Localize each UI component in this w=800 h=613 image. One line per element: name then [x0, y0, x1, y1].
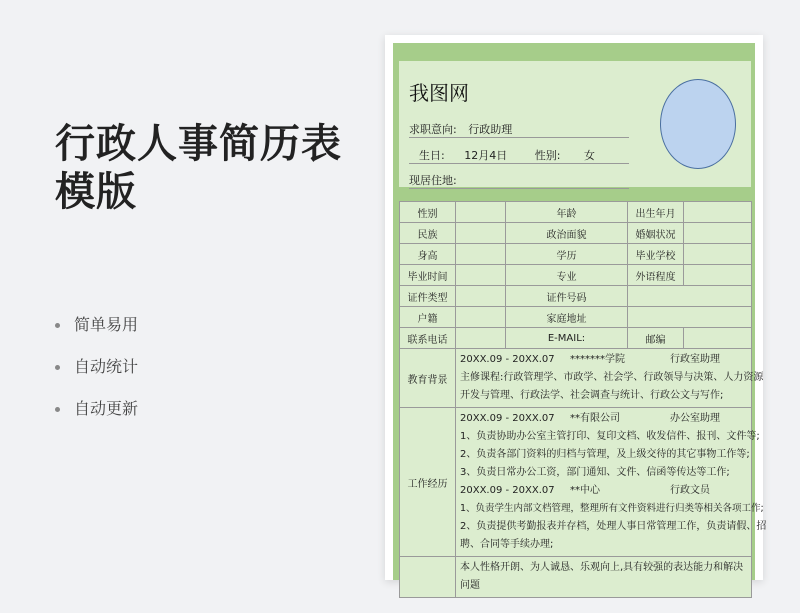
- work-duty: 2、负责各部门资料的归档与管理，及上级交待的其它事物工作等;: [460, 449, 750, 460]
- field-foreign-lang: 外语程度: [628, 265, 684, 286]
- work-duty: 1、负责学生内部文档管理，整理所有文件资料进行归类等相关各项工作;: [460, 503, 764, 514]
- table-row: [400, 307, 752, 328]
- bullet-icon: [55, 407, 60, 412]
- birthday-label: 生日:: [419, 149, 445, 162]
- resume-table: [399, 201, 767, 598]
- field-major: 专业: [506, 265, 628, 286]
- address-label: 现居住地:: [409, 174, 457, 187]
- field-id-type: 证件类型: [400, 286, 456, 307]
- table-row: [400, 265, 752, 286]
- value-cell: [456, 244, 506, 265]
- value-cell: [456, 223, 506, 244]
- value-cell: [456, 307, 506, 328]
- field-education: 学历: [506, 244, 628, 265]
- value-cell: [684, 328, 752, 349]
- work-entry: 20XX.09 - 20XX.07 **有限公司 办公室助理: [460, 413, 720, 424]
- value-cell: [684, 265, 752, 286]
- self-eval-label: [400, 557, 456, 598]
- table-row: [400, 202, 752, 223]
- field-birth-year: 出生年月: [628, 202, 684, 223]
- field-hukou: 户籍: [400, 307, 456, 328]
- intent-value: 行政助理: [468, 123, 513, 136]
- work-duty: 2、负责提供考勤报表并存档，处理人事日常管理工作，负责请假、招: [460, 521, 767, 532]
- value-cell: [684, 244, 752, 265]
- resume-sheet: [393, 43, 767, 591]
- feature-item: 简单易用: [55, 312, 138, 354]
- field-id-number: 证件号码: [506, 286, 628, 307]
- value-cell: [628, 307, 752, 328]
- education-content: [456, 349, 764, 408]
- resume-name: 我图网: [409, 81, 469, 105]
- table-row-education: [400, 349, 752, 408]
- field-ethnicity: 民族: [400, 223, 456, 244]
- field-phone: 联系电话: [400, 328, 456, 349]
- education-courses: 开发与管理、行政法学、社会调查与统计、行政公文与写作;: [460, 390, 724, 401]
- bullet-icon: [55, 365, 60, 370]
- table-row: [400, 223, 752, 244]
- work-duty: 3、负责日常办公工资，部门通知、文件、信函等传达等工作;: [460, 467, 730, 478]
- field-height: 身高: [400, 244, 456, 265]
- work-duty: 聘、合同等手续办理;: [460, 539, 554, 550]
- education-entry: 20XX.09 - 20XX.07 *******学院 行政室助理: [460, 354, 720, 365]
- feature-item: 自动更新: [55, 396, 138, 438]
- value-cell: [456, 265, 506, 286]
- page-title: [55, 120, 342, 216]
- table-row: [400, 328, 752, 349]
- table-row-work: [400, 408, 752, 557]
- table-row: [400, 244, 752, 265]
- value-cell: [456, 286, 506, 307]
- table-row-self-eval: [400, 557, 752, 598]
- education-courses: 主修课程:行政管理学、市政学、社会学、行政领导与决策、人力资源: [460, 372, 764, 383]
- self-eval-content: 本人性格开朗、为人诚恳、乐观向上,具有较强的表达能力和解决问题: [456, 557, 752, 598]
- feature-list: [55, 312, 138, 438]
- value-cell: [684, 202, 752, 223]
- intent-label: 求职意向:: [409, 123, 457, 136]
- value-cell: [456, 202, 506, 223]
- address-line: [409, 172, 629, 189]
- field-grad-time: 毕业时间: [400, 265, 456, 286]
- bullet-icon: [55, 323, 60, 328]
- resume-header: [399, 61, 751, 187]
- title-line-2: 模版: [55, 169, 137, 215]
- work-entry: 20XX.09 - 20XX.07 **中心 行政文员: [460, 485, 710, 496]
- field-home-address: 家庭地址: [506, 307, 628, 328]
- birthday-line: [409, 147, 629, 164]
- table-row: [400, 286, 752, 307]
- field-postcode: 邮编: [628, 328, 684, 349]
- gender-label: 性别:: [534, 149, 561, 162]
- intent-line: [409, 121, 629, 138]
- work-content: [456, 408, 767, 557]
- gender-value: 女: [583, 149, 595, 162]
- field-political: 政治面貌: [506, 223, 628, 244]
- field-age: 年龄: [506, 202, 628, 223]
- resume-preview: [385, 35, 767, 591]
- work-label: 工作经历: [400, 408, 456, 557]
- field-school: 毕业学校: [628, 244, 684, 265]
- value-cell: [456, 328, 506, 349]
- feature-item: 自动统计: [55, 354, 138, 396]
- field-gender: 性别: [400, 202, 456, 223]
- value-cell: [628, 286, 752, 307]
- field-email: E-MAIL:: [506, 328, 628, 349]
- work-duty: 1、负责协助办公室主管打印、复印文档、收发信件、报刊、文件等;: [460, 431, 760, 442]
- birthday-value: 12月4日: [464, 149, 508, 162]
- field-marital: 婚姻状况: [628, 223, 684, 244]
- photo-placeholder: [660, 79, 736, 169]
- education-label: 教育背景: [400, 349, 456, 408]
- title-line-1: 行政人事简历表: [55, 121, 342, 167]
- value-cell: [684, 223, 752, 244]
